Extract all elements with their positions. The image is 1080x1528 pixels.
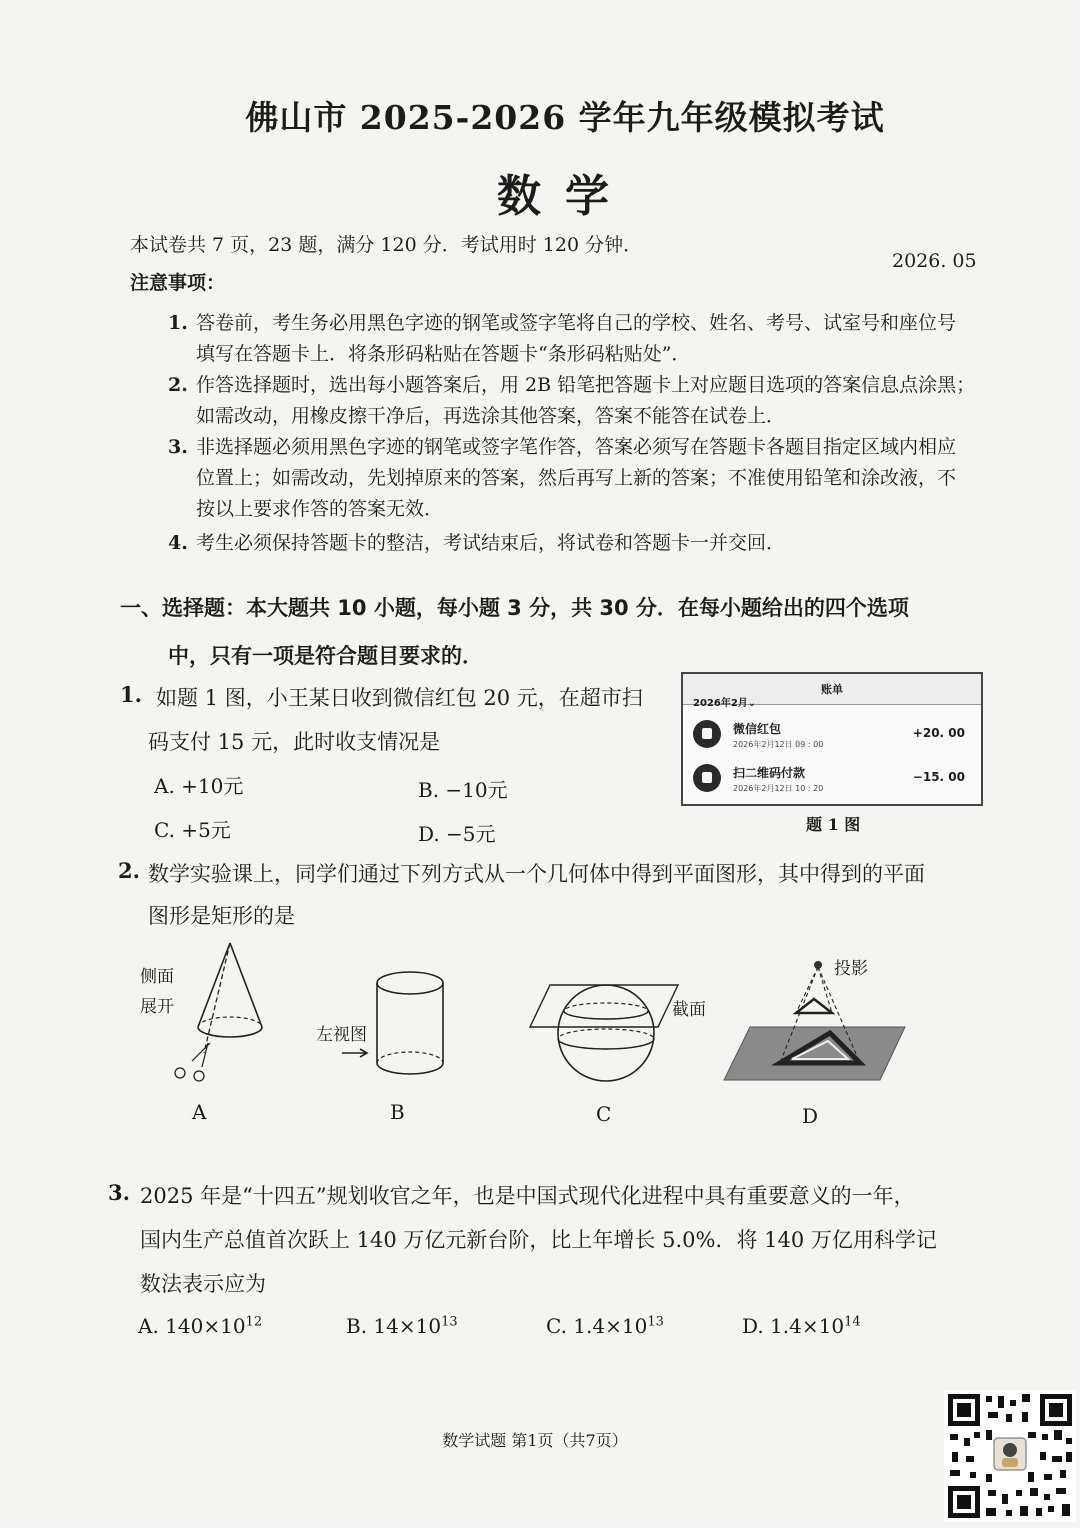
bill-item-time: 2026年2月12日 10 : 20 [733,784,824,793]
bill-figure [681,672,983,806]
q1-line2: 码支付 15 元，此时收支情况是 [148,730,441,754]
note-3: 3. 非选择题必须用黑色字迹的钢笔或签字笔作答，答案必须写在答题卡各题目指定区域内相应 位置上；如需改动，先划掉原来的答案，然后再写上新的答案；不准使用铅笔和涂改液，不 按以上要求作答的答案无效． [168,436,957,520]
q1-number: 1. [120,682,142,707]
note-4: 4. 考生必须保持答题卡的整洁，考试结束后，将试卷和答题卡一并交回． [168,532,786,554]
q3-line3: 数法表示应为 [140,1272,266,1296]
section-heading-cont: 中，只有一项是符合题目要求的． [168,644,483,668]
page-footer: 数学试题 第1页（共7页） [442,1431,628,1450]
q3-option-a: A. $140\times 10^{12}$ [138,1314,263,1338]
q3-number: 3. [108,1180,130,1205]
q1-option-b: B. −10元 [418,778,508,802]
label-side: 侧面 [140,967,174,987]
bill-item-name: 微信红包 [733,722,782,736]
bill-row-redpacket [689,718,971,758]
subject-title: 数学 [497,171,633,222]
fig-option-b: B [390,1100,405,1124]
q2-number: 2. [118,858,140,883]
bill-row-scanpay [689,762,971,802]
q1-option-c: C. +5元 [154,818,231,842]
figure-1-caption: 题 1 图 [806,815,861,834]
q3-line1: 2025 年是“十四五”规划收官之年，也是中国式现代化进程中具有重要意义的一年， [140,1184,915,1208]
exam-title: 佛山市 2025-2026 学年九年级模拟考试 [245,98,885,137]
redpacket-icon [693,720,721,748]
figure-c-sphere [528,975,688,1090]
q1-line1: 如题 1 图，小王某日收到微信红包 20 元，在超市扫 [156,686,643,710]
bill-month: 2026年2月⌄ [693,698,757,709]
bill-item-time: 2026年2月12日 09 : 00 [733,740,824,749]
label-left-view: 左视图 [316,1025,367,1045]
fig-option-a: A [192,1100,207,1124]
notice-heading: 注意事项： [130,272,226,294]
fig-option-d: D [802,1104,819,1128]
scan-pay-icon [693,764,721,792]
note-1: 1. 答卷前，考生务必用黑色字迹的钢笔或签字笔将自己的学校、姓名、考号、试室号和座位号 填写在答题卡上．将条形码粘贴在答题卡“条形码粘贴处”． [168,312,957,365]
label-projection: 投影 [834,959,868,979]
section-heading: 一、选择题：本大题共 10 小题，每小题 3 分，共 30 分．在每小题给出的四个选项 [120,596,909,620]
q3-option-c: C. $1.4\times 10^{13}$ [546,1314,664,1338]
q1-option-a: A. +10元 [154,774,244,798]
fig-option-c: C [596,1102,612,1126]
bill-title: 账单 [821,683,843,696]
bill-header [683,674,981,709]
bill-item-amount: −15. 00 [912,770,965,784]
q2-line1: 数学实验课上，同学们通过下列方式从一个几何体中得到平面图形，其中得到的平面 [148,862,925,886]
q3-option-b: B. $14\times 10^{13}$ [346,1314,458,1338]
exam-info: 本试卷共 7 页，23 题，满分 120 分．考试用时 120 分钟． [130,234,643,256]
figure-d-projection [720,955,910,1085]
q3-option-d: D. $1.4\times 10^{14}$ [742,1314,861,1338]
label-section: 截面 [672,1000,706,1020]
qr-code-icon [944,1390,1076,1522]
bill-item-name: 扫二维码付款 [733,766,806,780]
exam-date: 2026. 05 [892,250,977,272]
q1-option-d: D. −5元 [418,822,496,846]
label-unfold: 展开 [140,997,174,1017]
bill-item-amount: +20. 00 [912,726,965,740]
q3-line2: 国内生产总值首次跃上 140 万亿元新台阶，比上年增长 5.0%．将 140 万亿用科学记 [140,1228,937,1252]
q2-line2: 图形是矩形的是 [148,904,295,928]
note-2: 2. 作答选择题时，选出每小题答案后，用 2B 铅笔把答题卡上对应题目选项的答案信息点涂黑； 如需改动，用橡皮擦干净后，再选涂其他答案，答案不能答在试卷上． [168,374,976,427]
